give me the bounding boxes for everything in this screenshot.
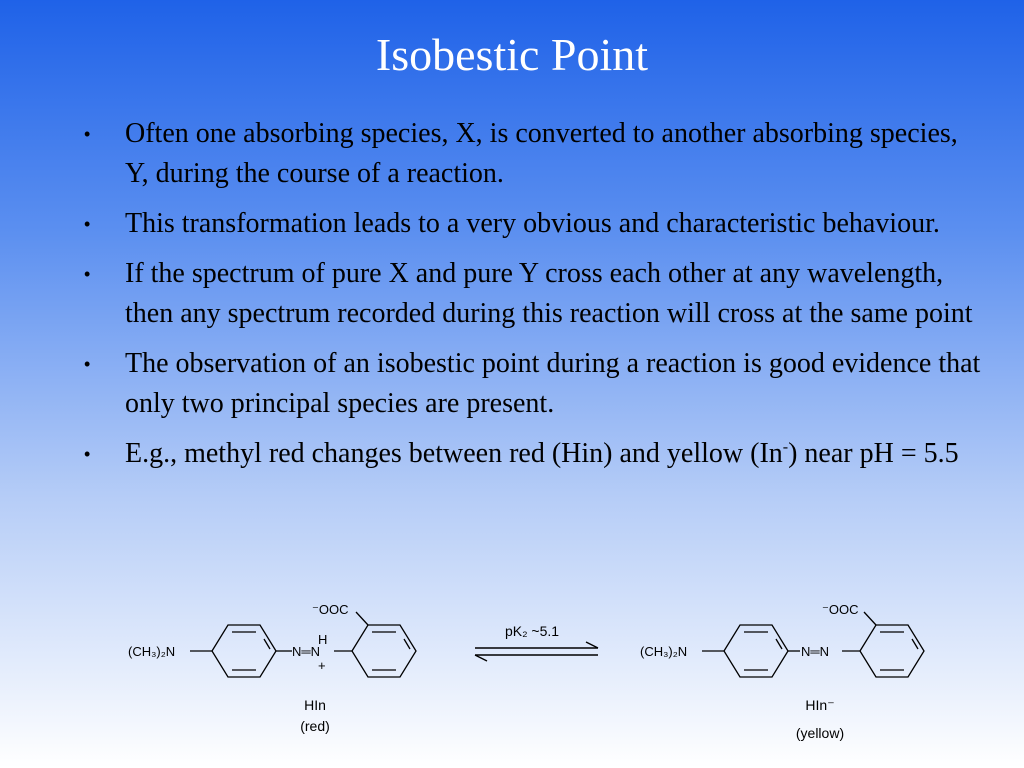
bullet-dot-icon: • [84, 214, 91, 234]
benzene-ring-icon [860, 625, 924, 677]
carboxylate-label: ⁻OOC [822, 602, 859, 617]
azo-label: N═N [801, 644, 829, 659]
h-label: H [318, 632, 328, 647]
bullet-item [82, 204, 982, 244]
azo-label: N═N [292, 644, 320, 659]
bullet-dot-icon: • [84, 354, 91, 374]
bullet-item [82, 114, 982, 194]
amine-label: (CH₃)₂N [128, 644, 176, 659]
bullet-text [125, 438, 959, 469]
bullet-list [82, 114, 982, 484]
species-name: HIn [304, 697, 326, 713]
bullet-text: This transformation leads to a very obvious and characteristic behaviour. [125, 208, 940, 239]
bullet-text: If the spectrum of pure X and pure Y cross each other at any wavelength, then any spectrum recorded during this reaction will cross at the same point [125, 258, 973, 329]
bullet-dot-icon: • [84, 264, 91, 284]
bullet-text-part: ) near pH = 5.5 [788, 438, 959, 469]
bullet-text-part: E.g., methyl red changes between red (Hin) and yellow (In [125, 438, 783, 469]
slide-title: Isobestic Point [375, 29, 649, 80]
bullet-text: Often one absorbing species, X, is converted to another absorbing species, Y, during the course of a reaction. [125, 118, 958, 189]
bullet-item [82, 254, 982, 334]
species-name: HIn⁻ [805, 697, 835, 713]
superscript-charge: - [782, 438, 789, 456]
carboxylate-label: ⁻OOC [312, 602, 349, 617]
benzene-ring-icon [212, 625, 276, 677]
methyl-red-equilibrium-scheme [120, 598, 940, 748]
species-color: (red) [300, 718, 330, 734]
amine-label: (CH₃)₂N [640, 644, 688, 659]
pk-label: pK₂ ~5.1 [504, 623, 560, 639]
benzene-ring-icon [352, 625, 416, 677]
equilibrium-arrow-icon [475, 623, 598, 661]
charge-label: + [318, 658, 326, 673]
bullet-dot-icon: • [84, 444, 91, 464]
hin-structure [128, 602, 416, 734]
bullet-dot-icon: • [84, 124, 91, 144]
benzene-ring-icon [724, 625, 788, 677]
in-minus-structure [640, 602, 924, 741]
species-color: (yellow) [795, 725, 845, 741]
bullet-item [82, 434, 982, 474]
bullet-item [82, 344, 982, 424]
bullet-text: The observation of an isobestic point during a reaction is good evidence that only two principal species are present. [125, 348, 981, 419]
